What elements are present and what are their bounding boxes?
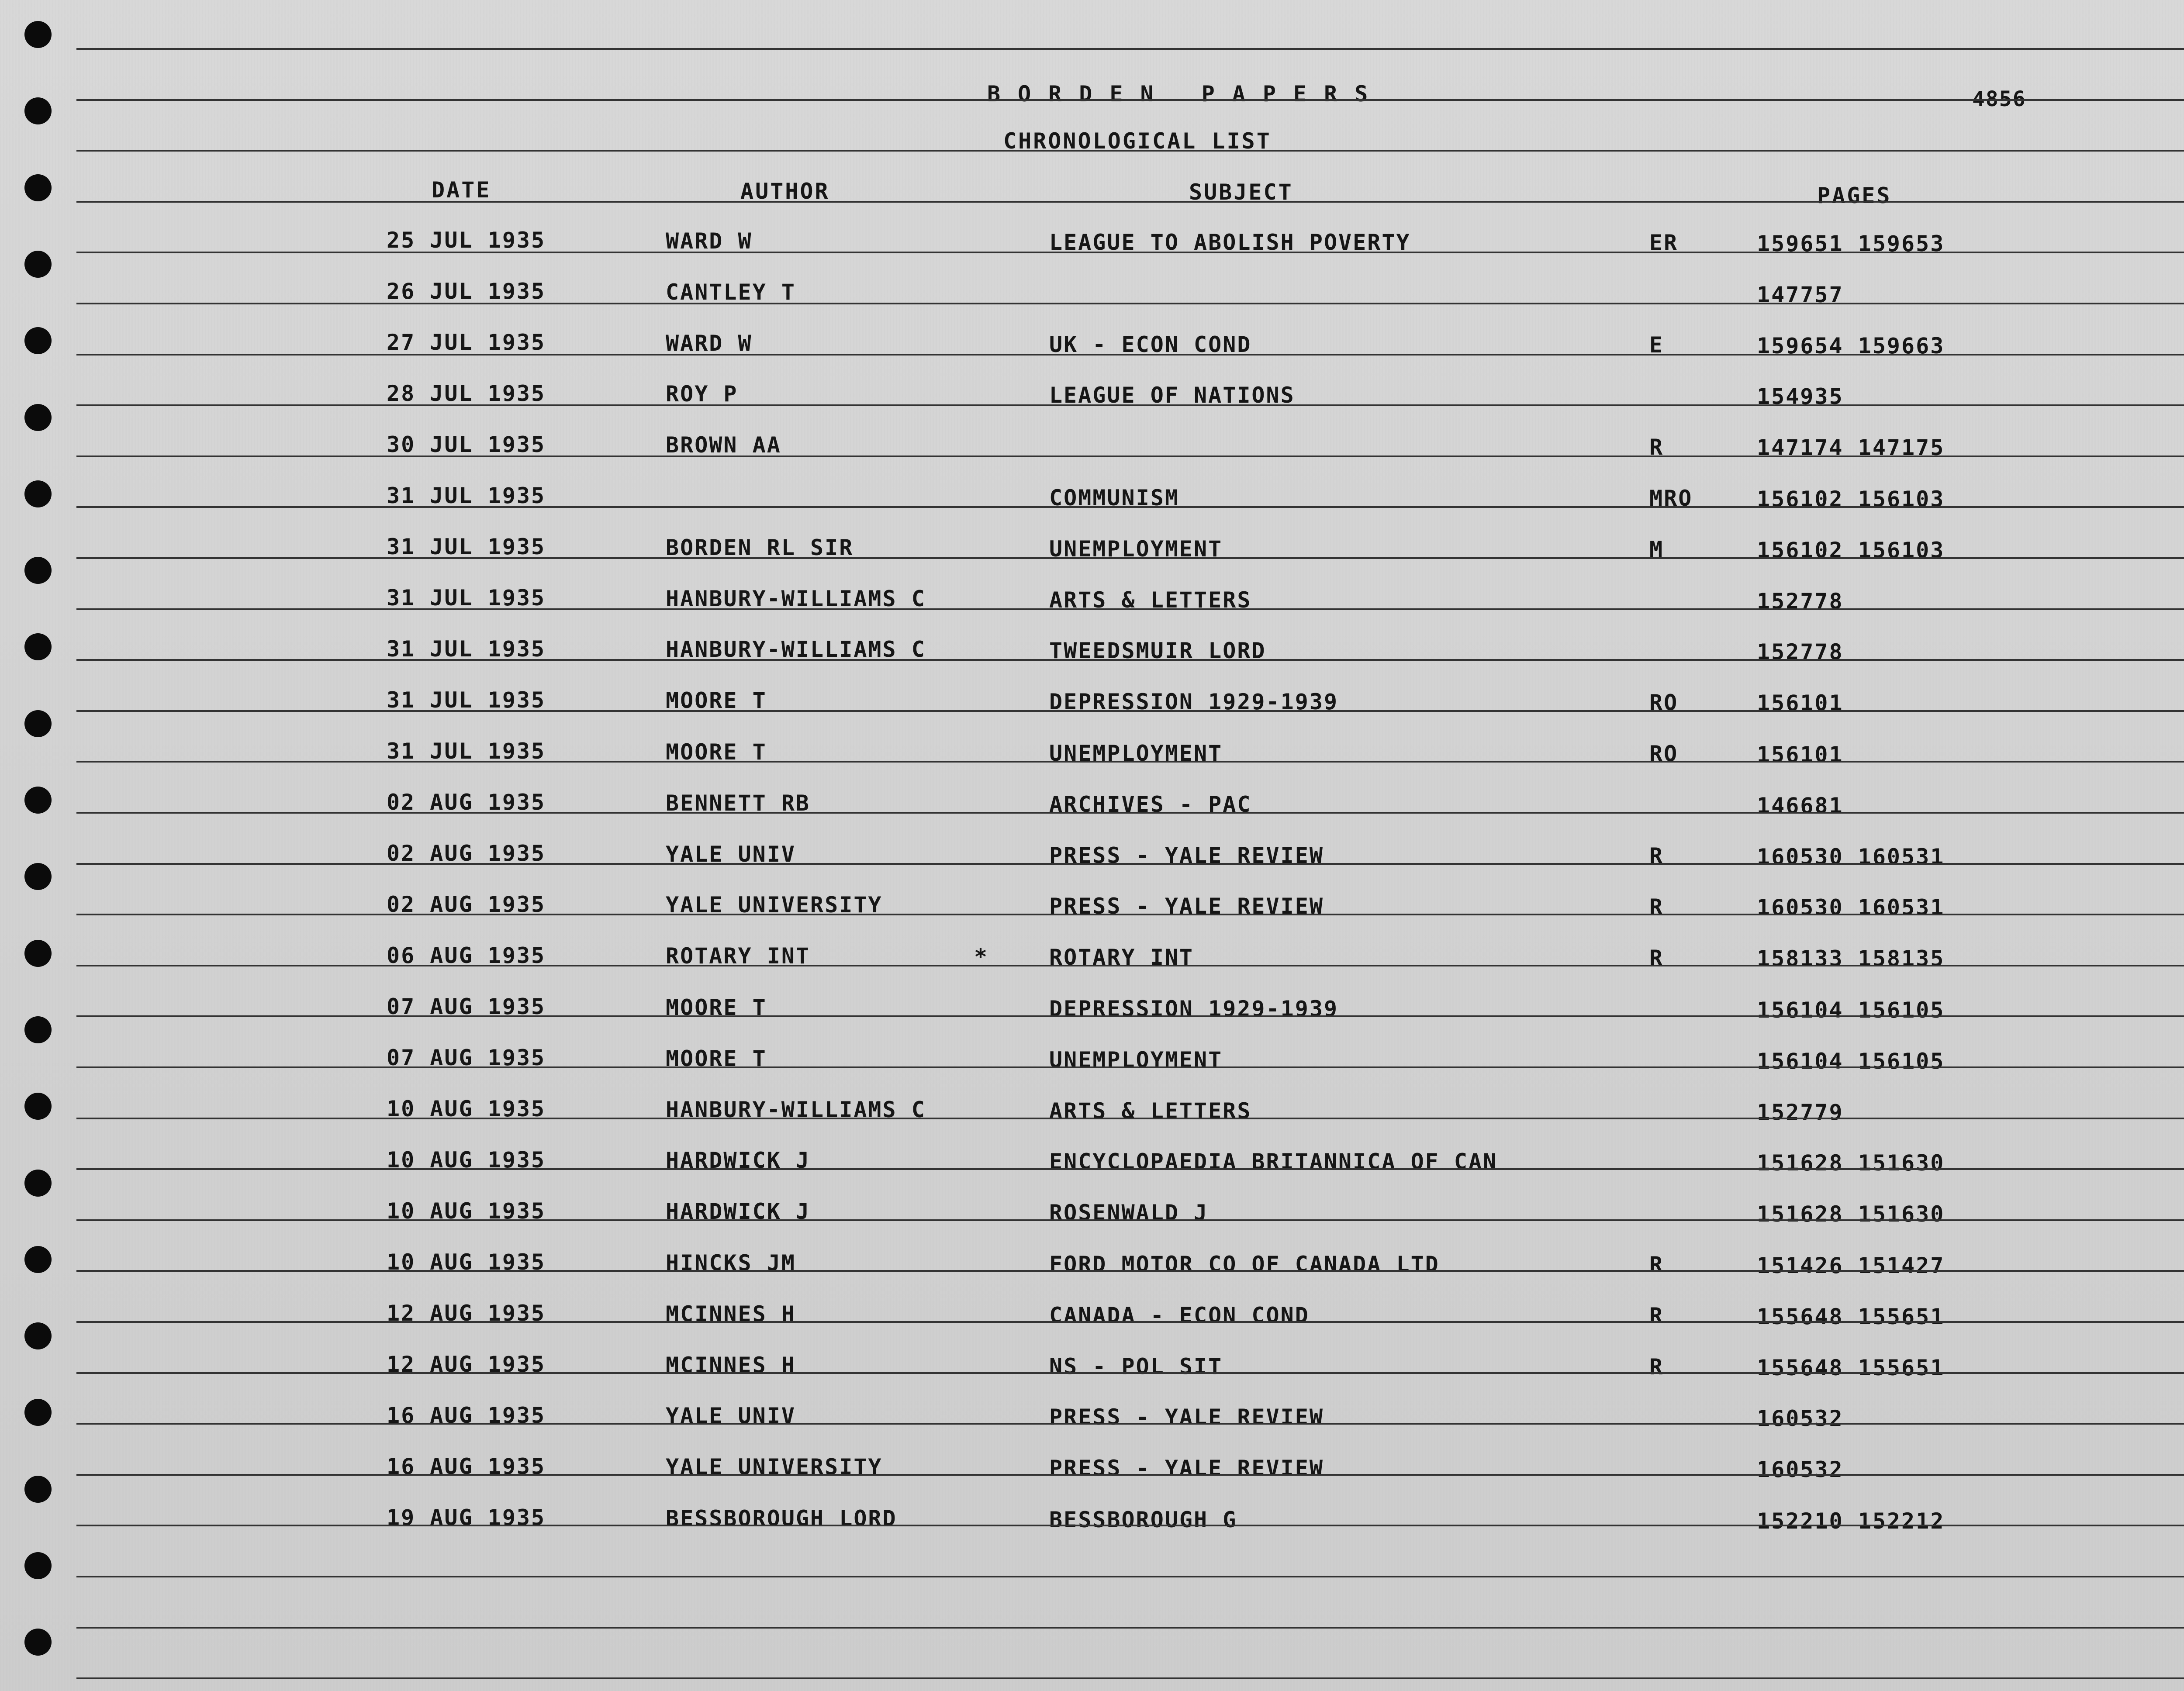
entry-subject: FORD MOTOR CO OF CANADA LTD [1049, 1252, 1440, 1277]
entry-pages: 160530 160531 [1757, 895, 1945, 920]
entry-pages: 156102 156103 [1757, 538, 1945, 563]
feed-hole-icon [24, 251, 52, 278]
entry-pages: 156101 [1757, 690, 1844, 716]
feed-hole-icon [24, 174, 52, 201]
entry-date: 07 AUG 1935 [387, 994, 546, 1019]
entry-pages: 154935 [1757, 384, 1844, 409]
entry-author: WARD W [666, 331, 753, 356]
form-rule-line [76, 1168, 2184, 1170]
feed-hole-icon [24, 1552, 52, 1579]
feed-hole-icon [24, 940, 52, 967]
entry-marker: * [974, 944, 989, 970]
form-rule-line [76, 1270, 2184, 1272]
entry-subject: PRESS - YALE REVIEW [1049, 1456, 1324, 1481]
entry-pages: 159654 159663 [1757, 333, 1945, 359]
entry-subject: PRESS - YALE REVIEW [1049, 843, 1324, 868]
entry-date: 31 JUL 1935 [387, 585, 546, 611]
entry-pages: 155648 155651 [1757, 1355, 1945, 1380]
form-rule-line [76, 1321, 2184, 1323]
form-rule-line [76, 557, 2184, 559]
entry-date: 31 JUL 1935 [387, 687, 546, 713]
entry-code: R [1649, 1303, 1664, 1329]
entry-pages: 155648 155651 [1757, 1304, 1945, 1329]
form-rule-line [76, 812, 2184, 814]
entry-date: 16 AUG 1935 [387, 1403, 546, 1428]
form-rule-line [76, 1423, 2184, 1425]
form-rule-line [76, 1015, 2184, 1017]
entry-code: RO [1649, 690, 1679, 715]
form-rule-line [76, 1677, 2184, 1679]
feed-hole-icon [24, 1016, 52, 1043]
entry-date: 10 AUG 1935 [387, 1096, 546, 1122]
entry-pages: 152778 [1757, 589, 1844, 614]
form-rule-line [76, 303, 2184, 304]
form-rule-line [76, 914, 2184, 915]
feed-hole-icon [24, 1246, 52, 1273]
entry-code: R [1649, 1354, 1664, 1380]
feed-hole-icon [24, 404, 52, 431]
form-rule-line [76, 1627, 2184, 1629]
entry-pages: 156102 156103 [1757, 487, 1945, 512]
entry-subject: CANADA - ECON COND [1049, 1303, 1310, 1328]
entry-author: MOORE T [666, 1046, 767, 1071]
feed-hole-icon [24, 787, 52, 814]
entry-date: 25 JUL 1935 [387, 228, 546, 253]
form-rule-line [76, 1372, 2184, 1374]
entry-author: HANBURY-WILLIAMS C [666, 1097, 926, 1122]
entry-subject: TWEEDSMUIR LORD [1049, 638, 1266, 663]
entry-date: 16 AUG 1935 [387, 1454, 546, 1479]
entry-author: MCINNES H [666, 1301, 796, 1327]
entry-pages: 152778 [1757, 639, 1844, 665]
form-rule-line [76, 1474, 2184, 1476]
entry-date: 02 AUG 1935 [387, 841, 546, 866]
form-rule-line [76, 1525, 2184, 1526]
entry-subject: DEPRESSION 1929-1939 [1049, 996, 1339, 1022]
column-header-date: DATE [432, 177, 491, 203]
entry-code: R [1649, 1252, 1664, 1277]
entry-date: 19 AUG 1935 [387, 1505, 546, 1530]
form-rule-line [76, 48, 2184, 50]
feed-hole-icon [24, 1476, 52, 1503]
entry-author: MCINNES H [666, 1353, 796, 1378]
feed-hole-icon [24, 633, 52, 660]
entry-code: R [1649, 843, 1664, 869]
entry-pages: 160532 [1757, 1406, 1844, 1431]
form-rule-line [76, 252, 2184, 253]
entry-subject: BESSBOROUGH G [1049, 1507, 1237, 1532]
form-rule-line [76, 456, 2184, 457]
entry-code: R [1649, 946, 1664, 971]
entry-author: BESSBOROUGH LORD [666, 1506, 897, 1531]
entry-subject: UNEMPLOYMENT [1049, 1047, 1223, 1073]
entry-subject: UNEMPLOYMENT [1049, 741, 1223, 766]
entry-author: MOORE T [666, 688, 767, 713]
entry-code: E [1649, 332, 1664, 358]
feed-hole-icon [24, 480, 52, 507]
entry-author: WARD W [666, 228, 753, 254]
entry-subject: DEPRESSION 1929-1939 [1049, 689, 1339, 714]
document-title: BORDEN PAPERS [987, 81, 1386, 107]
entry-date: 31 JUL 1935 [387, 636, 546, 662]
entry-pages: 151628 151630 [1757, 1201, 1945, 1227]
entry-subject: ROTARY INT [1049, 945, 1194, 970]
entry-pages: 156104 156105 [1757, 997, 1945, 1023]
entry-code: R [1649, 435, 1664, 460]
column-header-subject: SUBJECT [1189, 179, 1293, 205]
entry-code: ER [1649, 230, 1679, 255]
entry-date: 02 AUG 1935 [387, 790, 546, 815]
entry-author: HARDWICK J [666, 1199, 811, 1224]
form-rule-line [76, 1576, 2184, 1577]
entry-code: M [1649, 537, 1664, 562]
form-rule-line [76, 761, 2184, 763]
entry-date: 28 JUL 1935 [387, 381, 546, 406]
form-rule-line [76, 1118, 2184, 1119]
entry-author: YALE UNIVERSITY [666, 1454, 883, 1480]
entry-date: 12 AUG 1935 [387, 1301, 546, 1326]
entry-author: CANTLEY T [666, 280, 796, 305]
form-rule-line [76, 201, 2184, 203]
entry-author: BORDEN RL SIR [666, 535, 854, 560]
feed-hole-icon [24, 1629, 52, 1656]
form-rule-line [76, 1219, 2184, 1221]
entry-pages: 158133 158135 [1757, 946, 1945, 971]
entry-date: 10 AUG 1935 [387, 1147, 546, 1173]
form-rule-line [76, 710, 2184, 712]
form-rule-line [76, 506, 2184, 508]
entry-subject: PRESS - YALE REVIEW [1049, 894, 1324, 919]
entry-subject: ARTS & LETTERS [1049, 587, 1252, 613]
feed-hole-icon [24, 97, 52, 124]
entry-date: 06 AUG 1935 [387, 943, 546, 968]
entry-date: 10 AUG 1935 [387, 1198, 546, 1224]
entry-subject: COMMUNISM [1049, 485, 1179, 511]
entry-pages: 160530 160531 [1757, 844, 1945, 870]
form-rule-line [76, 150, 2184, 152]
form-rule-line [76, 608, 2184, 610]
column-header-pages: PAGES [1817, 183, 1892, 208]
document-subtitle: CHRONOLOGICAL LIST [1003, 128, 1272, 154]
entry-date: 31 JUL 1935 [387, 739, 546, 764]
feed-hole-icon [24, 557, 52, 584]
entry-author: ROTARY INT [666, 943, 811, 969]
page-number: 4856 [1972, 87, 2026, 111]
entry-author: BENNETT RB [666, 790, 811, 816]
entry-subject: PRESS - YALE REVIEW [1049, 1405, 1324, 1430]
entry-date: 07 AUG 1935 [387, 1045, 546, 1070]
entry-subject: UNEMPLOYMENT [1049, 536, 1223, 562]
column-header-author: AUTHOR [740, 179, 830, 204]
entry-pages: 151426 151427 [1757, 1253, 1945, 1278]
feed-hole-icon [24, 863, 52, 890]
entry-pages: 147757 [1757, 282, 1844, 307]
entry-subject: UK - ECON COND [1049, 332, 1252, 357]
entry-date: 10 AUG 1935 [387, 1249, 546, 1275]
form-rule-line [76, 99, 2184, 101]
entry-subject: NS - POL SIT [1049, 1354, 1223, 1379]
entry-author: BROWN AA [666, 432, 781, 458]
feed-hole-icon [24, 21, 52, 48]
entry-date: 31 JUL 1935 [387, 534, 546, 559]
entry-subject: ARTS & LETTERS [1049, 1098, 1252, 1124]
entry-pages: 147174 147175 [1757, 435, 1945, 460]
entry-date: 26 JUL 1935 [387, 279, 546, 304]
entry-author: HANBURY-WILLIAMS C [666, 637, 926, 662]
entry-author: YALE UNIV [666, 842, 796, 867]
feed-hole-icon [24, 327, 52, 354]
feed-hole-icon [24, 1322, 52, 1349]
entry-code: R [1649, 894, 1664, 920]
entry-date: 31 JUL 1935 [387, 483, 546, 508]
entry-pages: 152210 152212 [1757, 1508, 1945, 1534]
feed-hole-icon [24, 1093, 52, 1120]
entry-pages: 152779 [1757, 1100, 1844, 1125]
entry-pages: 146681 [1757, 793, 1844, 818]
entry-pages: 156104 156105 [1757, 1049, 1945, 1074]
entry-pages: 156101 [1757, 742, 1844, 767]
entry-subject: ARCHIVES - PAC [1049, 792, 1252, 817]
entry-author: HANBURY-WILLIAMS C [666, 586, 926, 611]
entry-subject: ENCYCLOPAEDIA BRITANNICA OF CAN [1049, 1149, 1498, 1174]
form-rule-line [76, 659, 2184, 661]
entry-subject: LEAGUE TO ABOLISH POVERTY [1049, 230, 1411, 255]
entry-subject: LEAGUE OF NATIONS [1049, 383, 1295, 408]
entry-author: HINCKS JM [666, 1250, 796, 1276]
entry-date: 27 JUL 1935 [387, 330, 546, 355]
form-rule-line [76, 965, 2184, 966]
entry-code: RO [1649, 741, 1679, 766]
form-rule-line [76, 404, 2184, 406]
entry-pages: 159651 159653 [1757, 231, 1945, 256]
entry-date: 30 JUL 1935 [387, 432, 546, 457]
form-rule-line [76, 1066, 2184, 1068]
feed-hole-icon [24, 1399, 52, 1426]
form-rule-line [76, 354, 2184, 355]
entry-author: YALE UNIV [666, 1403, 796, 1429]
entry-subject: ROSENWALD J [1049, 1200, 1209, 1225]
feed-hole-icon [24, 1170, 52, 1197]
entry-pages: 151628 151630 [1757, 1150, 1945, 1176]
entry-date: 12 AUG 1935 [387, 1352, 546, 1377]
entry-code: MRO [1649, 486, 1693, 511]
entry-author: YALE UNIVERSITY [666, 892, 883, 918]
entry-pages: 160532 [1757, 1457, 1844, 1482]
entry-author: MOORE T [666, 995, 767, 1020]
entry-author: HARDWICK J [666, 1148, 811, 1173]
entry-author: MOORE T [666, 739, 767, 765]
feed-hole-icon [24, 710, 52, 737]
form-rule-line [76, 863, 2184, 865]
entry-date: 02 AUG 1935 [387, 892, 546, 917]
entry-author: ROY P [666, 381, 738, 407]
